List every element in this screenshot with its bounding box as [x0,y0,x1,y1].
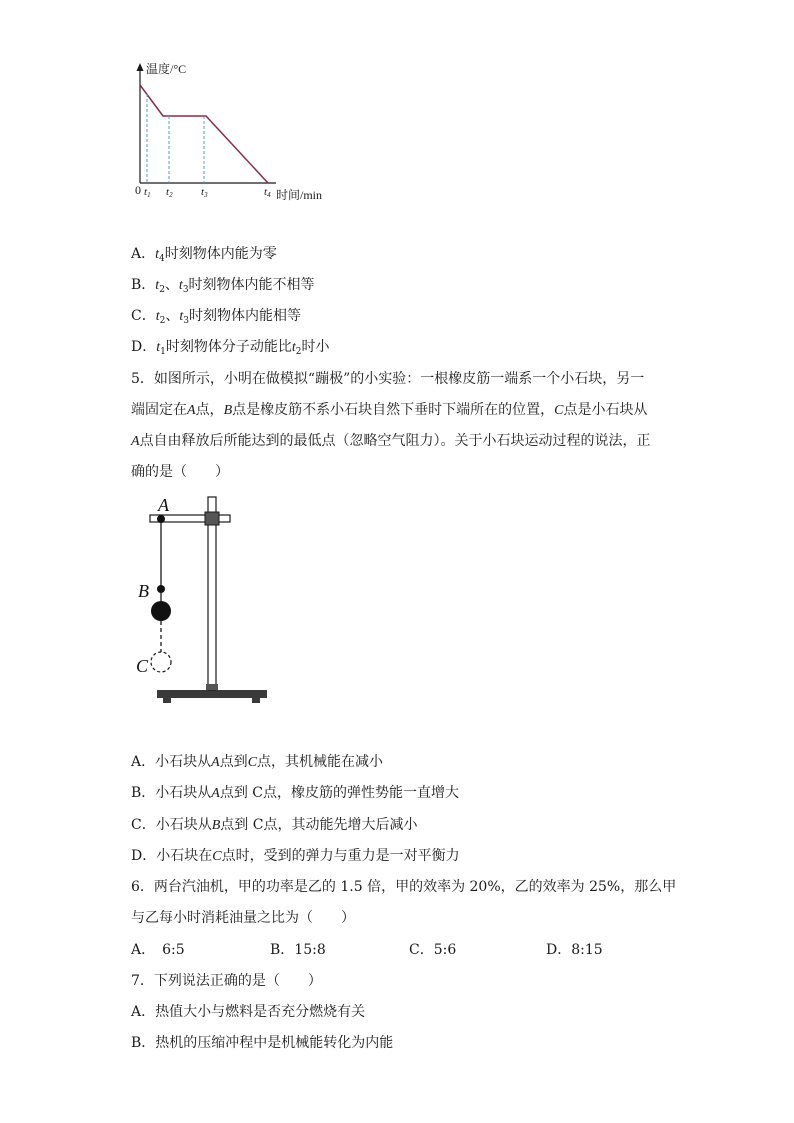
bungee-stand-figure [130,490,280,710]
q7-option-b: B．热机的压缩冲程中是机械能转化为内能 [131,1035,394,1051]
stand-foot-right [252,698,260,703]
label-c: C [136,656,149,676]
point-a-dot [157,515,165,523]
q4-option-d: D．$t_1$时刻物体分子动能比$t_2$时小 [131,339,330,357]
arm-clamp [205,512,219,525]
tick-t3: t3 [201,186,208,199]
q5-stem-line-4: 确的是（ ） [131,464,229,480]
q6-stem-line-1: 6．两台汽油机，甲的功率是乙的 1.5 倍，甲的效率为 20%，乙的效率为 25%，那么甲 [131,879,677,895]
q6-stem-line-2: 与乙每小时消耗油量之比为（ ） [131,910,355,926]
q6-option-d: D．8:15 [546,942,603,958]
tick-t1: t1 [144,186,151,199]
y-axis-label: 温度/°C [146,62,187,76]
q5-stem-line-1: 5．如图所示，小明在做模拟“蹦极”的小实验：一根橡皮筋一端系一个小石块，另一 [131,371,645,387]
tick-t2: t2 [166,186,173,199]
x-axis-label: 时间/min [276,188,323,202]
stone-ball [151,601,171,621]
q7-option-a: A．热值大小与燃料是否充分燃烧有关 [131,1004,366,1020]
lowest-point-c-circle [151,652,171,672]
pole-collar [206,684,218,690]
q5-option-d: D．小石块在C点时，受到的弹力与重力是一对平衡力 [131,848,460,864]
tick-t4: t4 [264,186,271,199]
label-b: B [138,581,149,601]
origin-label: 0 [135,183,141,197]
q5-option-c: C．小石块从B点到 C点，其动能先增大后减小 [131,817,418,833]
temperature-time-graph [128,60,338,205]
y-axis-arrow [137,63,144,71]
q4-option-c: C．$t_2$、$t_3$时刻物体内能相等 [131,308,301,326]
q5-option-a: A．小石块从A点到C点，其机械能在减小 [131,754,384,770]
q6-option-c: C．5:6 [409,942,457,958]
stand-pole [208,497,216,690]
q5-stem-line-3: A点自由释放后所能达到的最低点（忽略空气阻力）。关于小石块运动过程的说法，正 [131,433,651,449]
q4-option-a: A．$t_4$时刻物体内能为零 [131,246,277,264]
q5-stem-line-2: 端固定在A点，B点是橡皮筋不系小石块自然下垂时下端所在的位置，C点是小石块从 [131,402,648,418]
q5-option-b: B．小石块从A点到 C点，橡皮筋的弹性势能一直增大 [131,785,460,801]
q6-option-b: B．15:8 [270,942,326,958]
q6-option-a: A． 6:5 [131,942,185,958]
stand-foot-left [163,698,171,703]
stand-base [157,690,267,698]
q7-stem: 7．下列说法正确的是（ ） [131,973,322,989]
label-a: A [158,495,169,515]
q4-option-b: B．$t_2$、$t_3$时刻物体内能不相等 [131,277,315,295]
point-b-dot [157,585,165,593]
